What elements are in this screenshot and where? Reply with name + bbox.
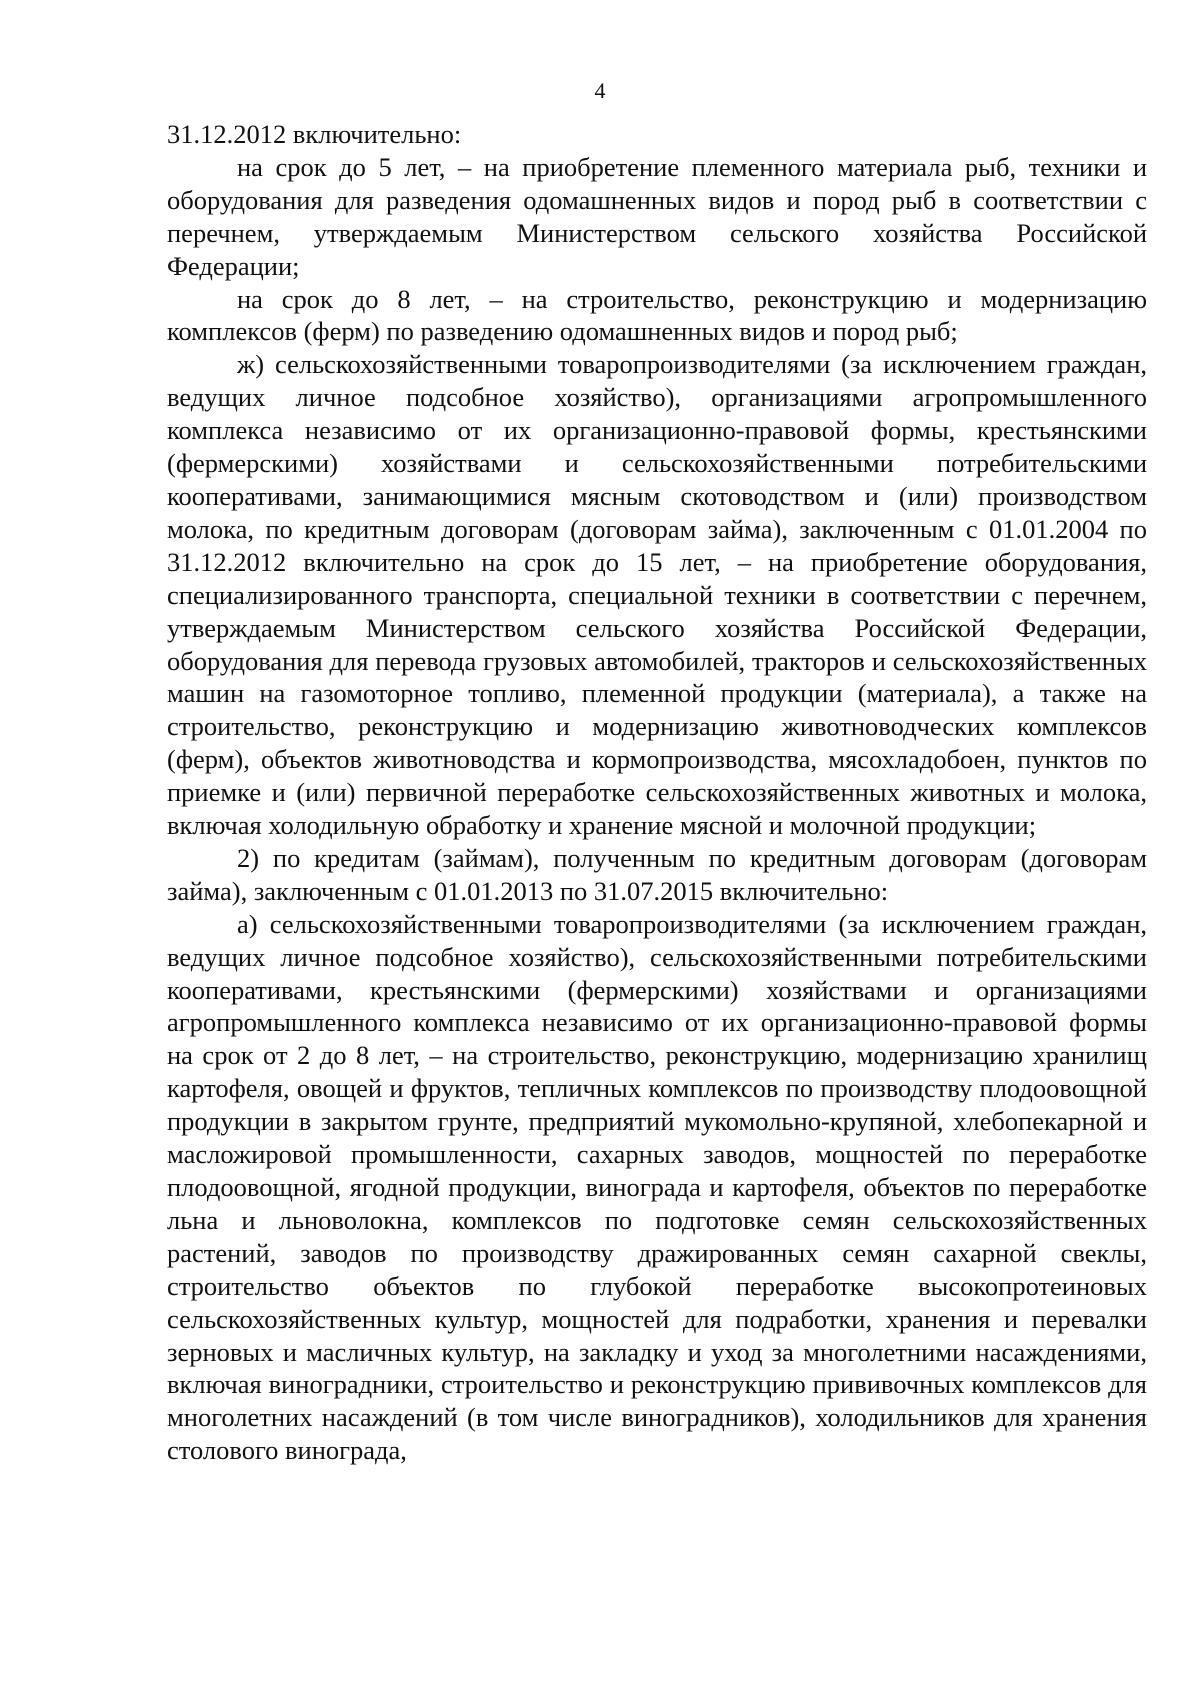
paragraph-6: а) сельскохозяйственными товаропроизводителями (за исключением граждан, ведущих личное подсобное хозяйство), сельскохозяйственными потребительскими кооперативами, крестьянскими (фермерскими) хозяйствами и организациями агропромышленного комплекса независимо от их организационно-правовой формы на срок от 2 до 8 лет, – на строительство, реконструкцию, модернизацию хранилищ картофеля, овощей и фруктов, тепличных комплексов по производству плодоовощной продукции в закрытом грунте, предприятий мукомольно-крупяной, хлебопекарной и масложировой промышленности, сахарных заводов, мощностей по переработке плодоовощной, ягодной продукции, винограда и картофеля, объектов по переработке льна и льноволокна, комплексов по подготовке семян сельскохозяйственных растений, заводов по производству дражированных семян сахарной свеклы, строительство объектов по глубокой переработке высокопротеиновых сельскохозяйственных культур, мощностей для подработки, хранения и перевалки зерновых и масличных культур, на закладку и уход за многолетними насаждениями, включая виноградники, строительство и реконструкцию прививочных комплексов для многолетних насаждений (в том числе виноградников), холодильников для хранения столового винограда, [167, 908, 1147, 1466]
body-text [167, 118, 1147, 1467]
paragraph-1: 31.12.2012 включительно: [167, 119, 462, 149]
page-number: 4 [594, 78, 606, 103]
paragraph-3: на срок до 8 лет, – на строительство, реконструкцию и модернизацию комплексов (ферм) по разведению одомашненных видов и пород рыб; [167, 283, 1147, 347]
paragraph-4: ж) сельскохозяйственными товаропроизводителями (за исключением граждан, ведущих личное подсобное хозяйство), организациями агропромышленного комплекса независимо от их организационно-правовой формы, крестьянскими (фермерскими) хозяйствами и сельскохозяйственными потребительскими кооперативами, занимающимися мясным скотоводством и (или) производством молока, по кредитным договорам (договорам займа), заключенным с 01.01.2004 по 31.12.2012 включительно на срок до 15 лет, – на приобретение оборудования, специализированного транспорта, специальной техники в соответствии с перечнем, утверждаемым Министерством сельского хозяйства Российской Федерации, оборудования для перевода грузовых автомобилей, тракторов и сельскохозяйственных машин на газомоторное топливо, племенной продукции (материала), а также на строительство, реконструкцию и модернизацию животноводческих комплексов (ферм), объектов животноводства и кормопроизводства, мясохладобоен, пунктов по приемке и (или) первичной переработке сельскохозяйственных животных и молока, включая холодильную обработку и хранение мясной и молочной продукции; [167, 349, 1147, 841]
paragraph-2: на срок до 5 лет, – на приобретение племенного материала рыб, техники и оборудования для разведения одомашненных видов и пород рыб в соответствии с перечнем, утверждаемым Министерством сельского хозяйства Российской Федерации; [167, 151, 1147, 281]
paragraph-5: 2) по кредитам (займам), полученным по кредитным договорам (договорам займа), заключенным с 01.01.2013 по 31.07.2015 включительно: [167, 842, 1147, 906]
